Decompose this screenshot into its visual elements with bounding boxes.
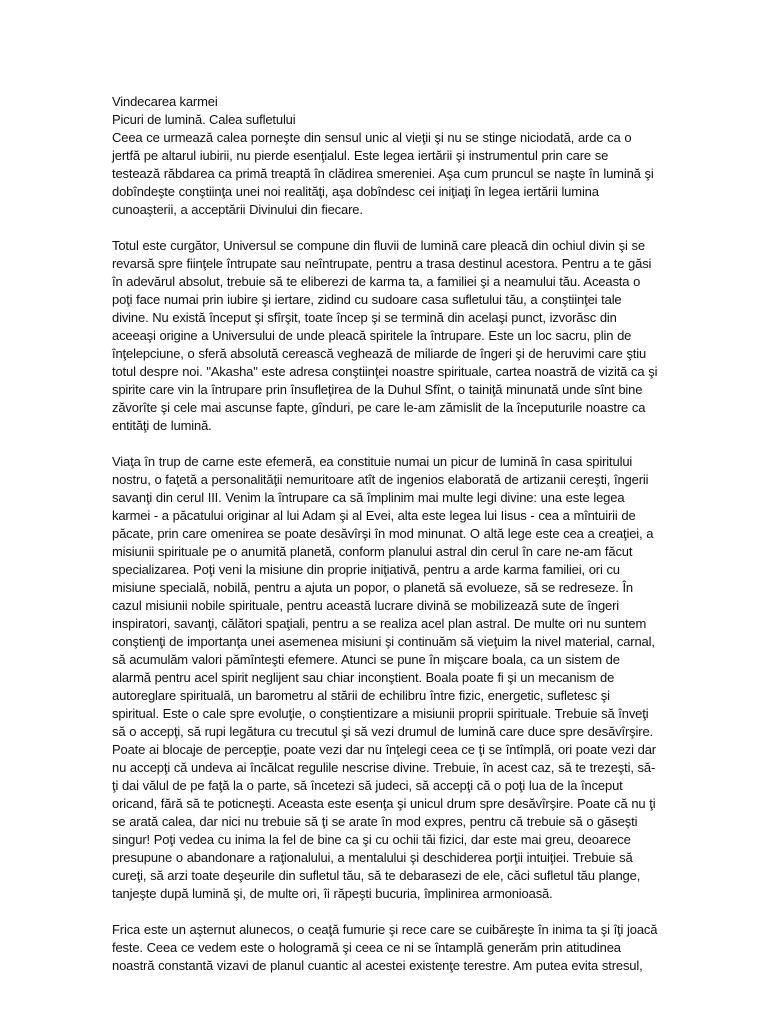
document-subtitle: Picuri de lumină. Calea sufletului bbox=[112, 112, 296, 127]
paragraph-4: Frica este un aşternut alunecos, o ceaţă fumurie şi rece care se cuibăreşte în inima ta şi îţi joacă feste. Ceea ce vedem este o hologramă şi ceea ce ni se întamplă generăm prin atitudinea noastră constantă vizavi de planul cuantic al acestei existenţe terestre. Am putea evita stresul, bbox=[112, 922, 658, 973]
paragraph-2: Totul este curgător, Universul se compune din fluvii de lumină care pleacă din ochiul divin şi se revarsă spre fiinţele întrupate sau neîntrupate, pentru a trasa destinul acestora. Pentru a te găsi în adevărul absolut, trebuie să te eliberezi de karma ta, a familiei şi a neamului tău. Aceasta o poţi face numai prin iubire şi iertare, zidind cu sudoare casa sufletului tău, a conştiinţei tale divine. Nu există început şi sfîrşit, toate încep şi se termină din acelaşi punct, izvorăsc din aceeaşi origine a Universului de unde pleacă spiritele la întrupare. Este un loc sacru, plin de înţelepciune, o sferă absolută cerească veghează de miliarde de îngeri şi de heruvimi care ştiu totul despre noi. "Akasha" este adresa conştiinţei noastre spirituale, cartea noastră de vizită ca şi spirite care vin la întrupare prin însufleţirea de la Duhul Sfînt, o tainiţă minunată unde sînt bine zăvorîte şi cele mai ascunse fapte, gînduri, pe care le-am zămislit de la începuturile noastre ca entităţi de lumină. bbox=[112, 238, 658, 433]
paragraph-1: Ceea ce urmează calea porneşte din sensul unic al vieţii şi nu se stinge niciodată, arde ca o jertfă pe altarul iubirii, nu pierde esenţialul. Este legea iertării şi instrumentul prin care se testează răbdarea ca primă treaptă în clădirea smereniei. Aşa cum pruncul se naşte în lumină şi dobîndeşte conştiinţa unei noi realităţi, aşa dobîndesc cei iniţiaţi în legea iertării lumina cunoaşterii, a acceptării Divinului din fiecare. bbox=[112, 130, 654, 217]
document-page bbox=[112, 93, 658, 993]
document-title: Vindecarea karmei bbox=[112, 94, 218, 109]
paragraph-3: Viaţa în trup de carne este efemeră, ea constituie numai un picur de lumină în casa spiritului nostru, o faţetă a personalităţii nemuritoare atît de ingenios elaborată de artizanii cereşti, îngerii savanţi din cerul III. Venim la întrupare ca să împlinim mai multe legi divine: una este legea karmei - a păcatului originar al lui Adam şi al Evei, alta este legea lui Iisus - cea a mîntuirii de păcate, prin care omenirea se poate desăvîrşi în mod minunat. O altă lege este cea a creaţiei, a misiunii spirituale pe o anumită planetă, conform planului astral din cerul în care ne-am făcut specializarea. Poţi veni la misiune din proprie iniţiativă, pentru a arde karma familiei, ori cu misiune specială, nobilă, pentru a ajuta un popor, o planetă să evolueze, să se redreseze. În cazul misiunii nobile spirituale, pentru această lucrare divină se mobilizează sute de îngeri inspiratori, savanţi, călători spaţiali, pentru a se realiza acel plan astral. De multe ori nu suntem conştienţi de importanţa unei asemenea misiuni şi continuăm să vieţuim la nivel material, carnal, să acumulăm valori pămînteşti efemere. Atunci se pune în mişcare boala, ca un sistem de alarmă pentru acel spirit neglijent sau chiar inconştient. Boala poate fi şi un mecanism de autoreglare spirituală, un barometru al stării de echilibru între fizic, energetic, sufletesc şi spiritual. Este o cale spre evoluţie, o conştientizare a misiunii proprii spirituale. Trebuie să înveţi să o accepţi, să rupi legătura cu trecutul şi să vezi drumul de lumină care duce spre desăvîrşire. Poate ai blocaje de percepţie, poate vezi dar nu înţelegi ceea ce ţi se întîmplă, ori poate vezi dar nu accepţi că undeva ai încălcat regulile nescrise divine. Trebuie, în acest caz, să te trezeşti, să-ţi dai vălul de pe faţă la o parte, să încetezi să judeci, să accepţi că o poţi lua de la început oricand, fără să te poticneşti. Aceasta este esenţa şi unicul drum spre desăvîrşire. Poate că nu ţi se arată calea, dar nici nu trebuie să ţi se arate în mod expres, pentru că trebuie să o găseşti singur! Poţi vedea cu inima la fel de bine ca şi cu ochii tăi fizici, dar este mai greu, deoarece presupune o abandonare a raţionalului, a mentalului şi deschiderea porţii intuiţiei. Trebuie să cureţi, să arzi toate deşeurile din sufletul tău, să te debarasezi de ele, căci sufletul tău plange, tanjeşte după lumină şi, de multe ori, îi răpeşti bucuria, împlinirea armonioasă. bbox=[112, 454, 656, 901]
